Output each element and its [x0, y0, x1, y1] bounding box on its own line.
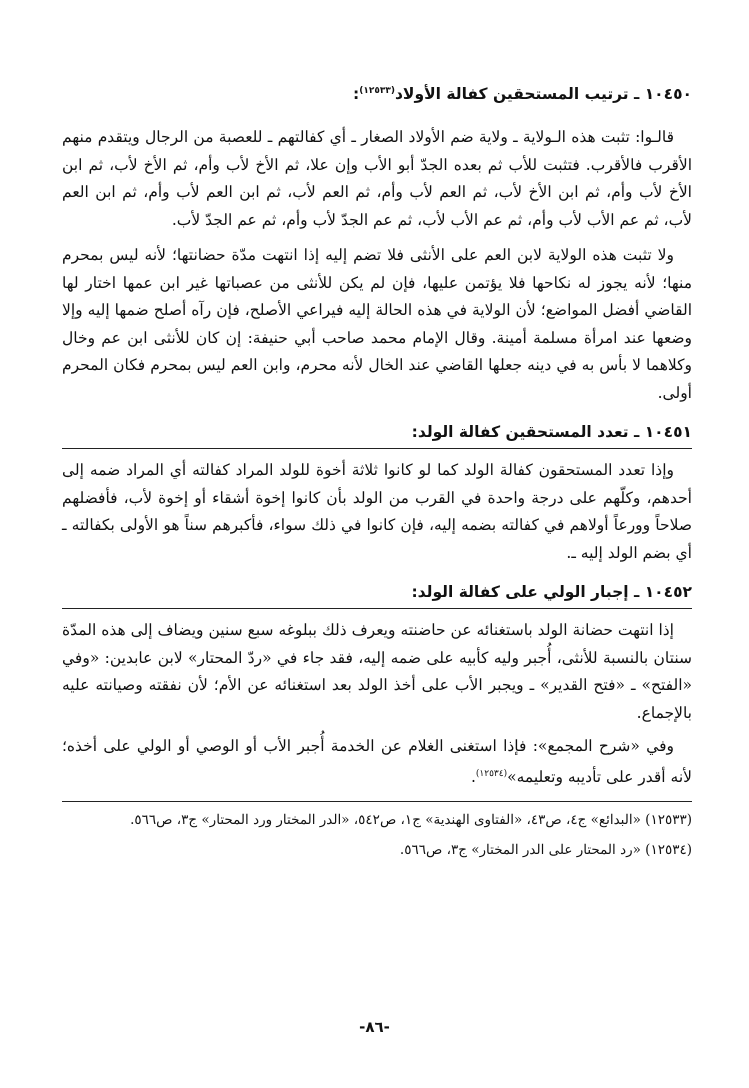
page-number: -٨٦-	[359, 1018, 390, 1036]
footnote-ref: (١٢٥٣٣)	[359, 86, 395, 96]
paragraph-2: ولا تثبت هذه الولاية لابن العم على الأنثى فلا تضم إليه إذا انتهت مدّة حضانتها؛ لأنه ليس بمحرم منها؛ لأنه يجوز له نكاحها فلا يؤتمن عليها، فإن لم يكن للأنثى من عصباتها غير ابن عمها اختار لها القاضي أفضل المواضع؛ لأن الولاية في هذه الحالة إليه فيراعي الأصلح، فإن رآه أصلح ضمها إليه وإلا وضعها عند امرأة مسلمة أمينة. وقال الإمام محمد صاحب أبي حنيفة: إن كان للأنثى ابن عم وخال وكلاهما لا بأس به في دينه جعلها القاضي عند الخال لأنه محرم، وابن العم ليس بمحرم فكان المحرم أولى.	[62, 246, 692, 402]
section-heading-10450: ١٠٤٥٠ ـ ترتيب المستحقين كفالة الأولاد$^{(١٢٥٣٣)}$:	[353, 85, 692, 104]
footnote-separator	[62, 801, 692, 802]
section-heading-10451: ١٠٤٥١ ـ تعدد المستحقين كفالة الولد:	[62, 419, 692, 449]
heading-text: ١٠٤٥٠ ـ ترتيب المستحقين كفالة الأولاد	[394, 85, 692, 104]
paragraph-5-text: وفي «شرح المجمع»: فإذا استغنى الغلام عن الخدمة أُجبر الأب أو الوصي أو الولي على أخذه؛ لأنه أقدر على تأديبه وتعليمه»	[62, 737, 692, 786]
page-body	[62, 78, 692, 862]
paragraph-3: وإذا تعدد المستحقون كفالة الولد كما لو كانوا ثلاثة أخوة للولد المراد كفالته أي المراد ضمه إلى أحدهم، وكلّهم على درجة واحدة في القرب من الولد بأن كانوا إخوة أشقاء أو إخوة لأب، فأفضلهم صلاحاً وورعاً أولاهم في كفالته بضمه إليه، فإن كانوا في ذلك سواء، فأكبرهم سناً هو الأولى بكفالته ـ أي بضم الولد إليه ـ.	[62, 461, 692, 562]
footnote-2: (١٢٥٣٤) «رد المحتار على الدر المختار» ج٣، ص٥٦٦.	[399, 842, 692, 859]
paragraph-4: إذا انتهت حضانة الولد باستغنائه عن حاضنته ويعرف ذلك ببلوغه سبع سنين ويضاف إلى هذه المدّة سنتان بالنسبة للأنثى، أُجبر وليه كأبيه على ضمه إليه، فقد جاء في «ردّ المحتار» لابن عابدين: «وفي «الفتح» ـ «فتح القدير» ـ ويجبر الأب على أخذ الولد بعد استغنائه عن الأم؛ لأن نفقته وصيانته عليه بالإجماع.	[62, 621, 692, 722]
section-heading-10452: ١٠٤٥٢ ـ إجبار الولي على كفالة الولد:	[62, 579, 692, 609]
paragraph-1: قالـوا: تثبت هذه الـولاية ـ ولاية ضم الأولاد الصغار ـ أي كفالتهم ـ للعصبة من الرجال ويتقدم منهم الأقرب فالأقرب. فتثبت للأب ثم بعده الجدّ أبو الأب وإن علا، ثم الأخ لأب وأم، ثم الأخ لأب، ثم ابن الأخ لأب وأم، ثم ابن الأخ لأب، ثم العم لأب وأم، ثم العم لأب، ثم ابن العم لأب وأم، ثم ابن العم لأب، ثم عم الأب لأب وأم، ثم عم الأب لأب، ثم عم الجدّ لأب وأم، ثم عم الجدّ لأب.	[62, 128, 692, 229]
footnote-1: (١٢٥٣٣) «البدائع» ج٤، ص٤٣، «الفتاوى الهندية» ج١، ص٥٤٢، «الدر المختار ورد المحتار» ج٣، ص٥٦٦.	[130, 812, 692, 829]
footnote-ref: (١٢٥٣٤)	[475, 768, 508, 779]
paragraph-5: وفي «شرح المجمع»: فإذا استغنى الغلام عن الخدمة أُجبر الأب أو الوصي أو الولي على أخذه؛ لأنه أقدر على تأديبه وتعليمه»$^{(١٢٥٣٤)}$.	[62, 737, 692, 786]
